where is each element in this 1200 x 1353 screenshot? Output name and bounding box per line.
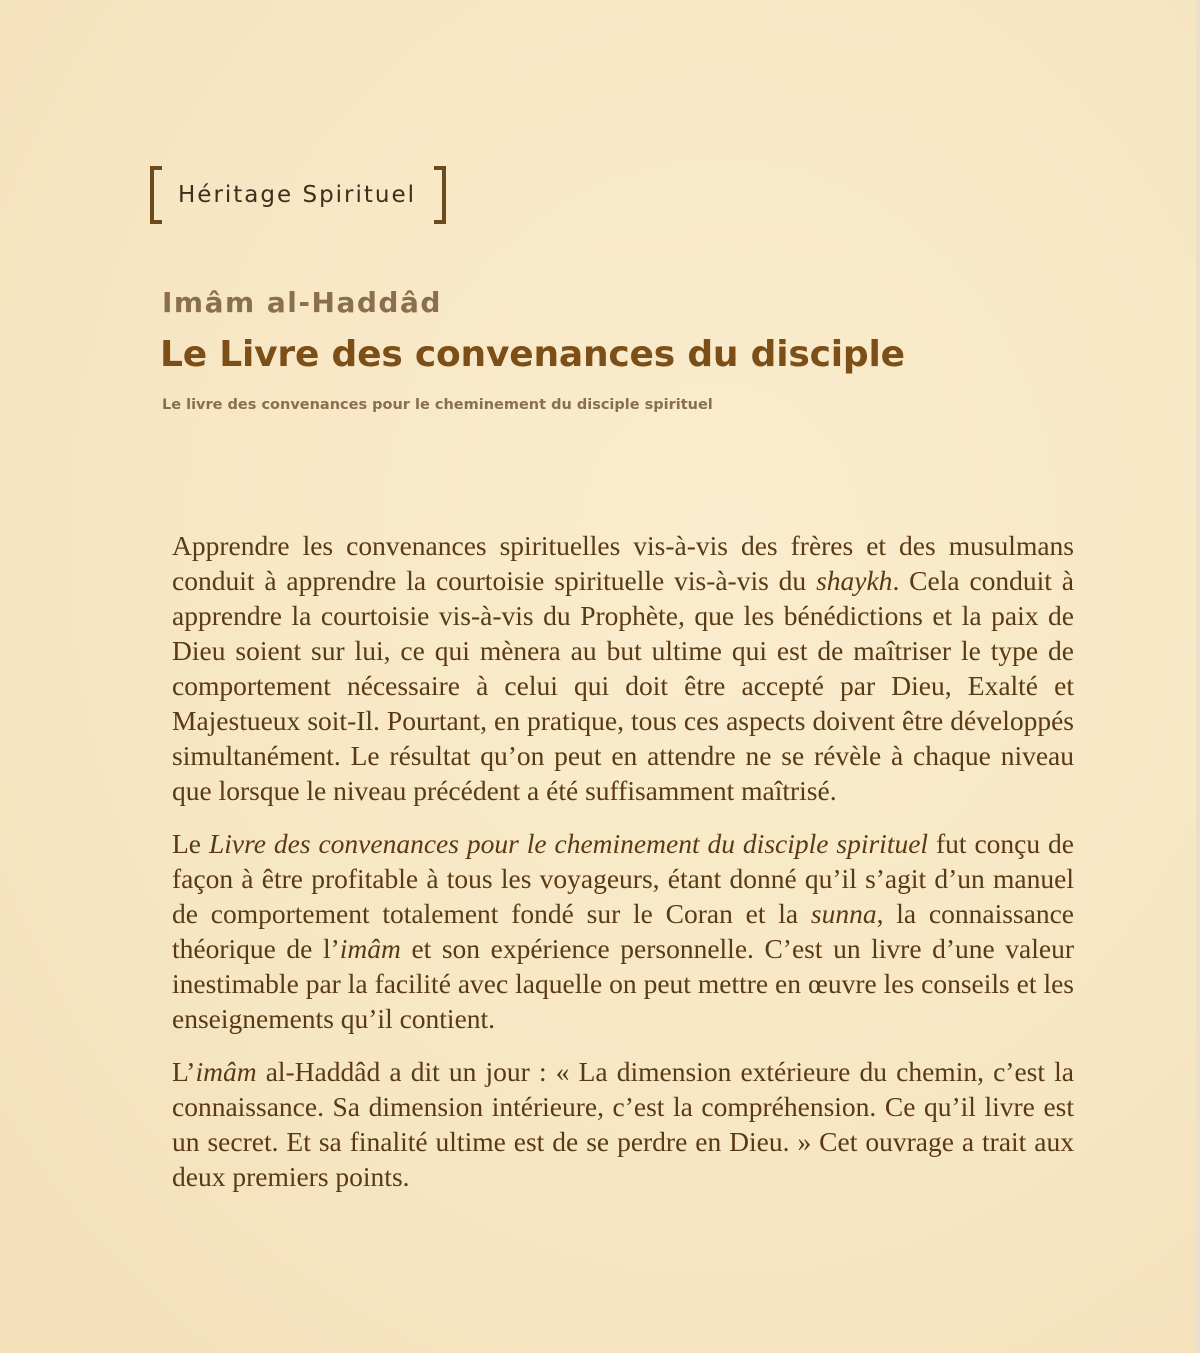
p3-italic-imam: imâm [195, 1056, 257, 1087]
p1-italic-shaykh: shaykh [816, 565, 893, 596]
p1-text-a: Apprendre les convenances spirituelles vis-à-vis des frères et des musulmans conduit à apprendre la courtoisie spirituelle vis-à-vis du [172, 530, 1074, 596]
p2-text-g: et son expérience personnelle. C’est un livre d’une valeur inestimable par la facilité avec laquelle on peut mettre en œuvre les conseils et les enseignements qu’il contient. [172, 933, 1074, 1034]
p3-text-a: L’ [172, 1056, 196, 1087]
left-bracket-icon [150, 166, 162, 224]
paragraph-3 [172, 1054, 1074, 1194]
p2-text-a: Le [172, 828, 209, 859]
p2-text-e: , la connaissance théorique de l’ [172, 898, 1074, 964]
p2-italic-imam: imâm [339, 933, 401, 964]
p2-italic-title: Livre des convenances pour le cheminement du disciple spirituel [208, 828, 929, 859]
p3-text-c: al-Haddâd a dit un jour : « La dimension extérieure du chemin, c’est la connaissance. Sa dimension intérieure, c’est la compréhension. Ce qu’il livre est un secret. Et sa finalité ultime est de se perdre en Dieu. » Cet ouvrage a trait aux deux premiers points. [172, 1056, 1074, 1192]
p2-text-c: fut conçu de façon à être profitable à tous les voyageurs, étant donné qu’il s’agit d’un manuel de comportement totalement fondé sur le Coran et la [172, 828, 1074, 929]
series-label: Héritage Spirituel [178, 182, 417, 208]
series-label-block [150, 160, 446, 230]
p2-italic-sunna: sunna [810, 898, 877, 929]
book-subtitle: Le livre des convenances pour le cheminement du disciple spirituel [162, 397, 713, 413]
paragraph-1 [172, 528, 1074, 808]
description-text [172, 528, 1074, 1194]
paragraph-2 [172, 826, 1074, 1036]
book-title: Le Livre des convenances du disciple [160, 334, 905, 375]
p1-text-c: . Cela conduit à apprendre la courtoisie vis-à-vis du Prophète, que les bénédictions et la paix de Dieu soient sur lui, ce qui mènera au but ultime qui est de maîtriser le type de comportement nécessaire à celui qui doit être accepté par Dieu, Exalté et Majestueux soit-Il. Pourtant, en pratique, tous ces aspects doivent être développés simultanément. Le résultat qu’on peut en attendre ne se révèle à chaque niveau que lorsque le niveau précédent a été suffisamment maîtrisé. [172, 565, 1075, 806]
author-name: Imâm al-Haddâd [162, 286, 442, 319]
right-bracket-icon [434, 166, 446, 224]
page-edge [1196, 0, 1200, 1353]
